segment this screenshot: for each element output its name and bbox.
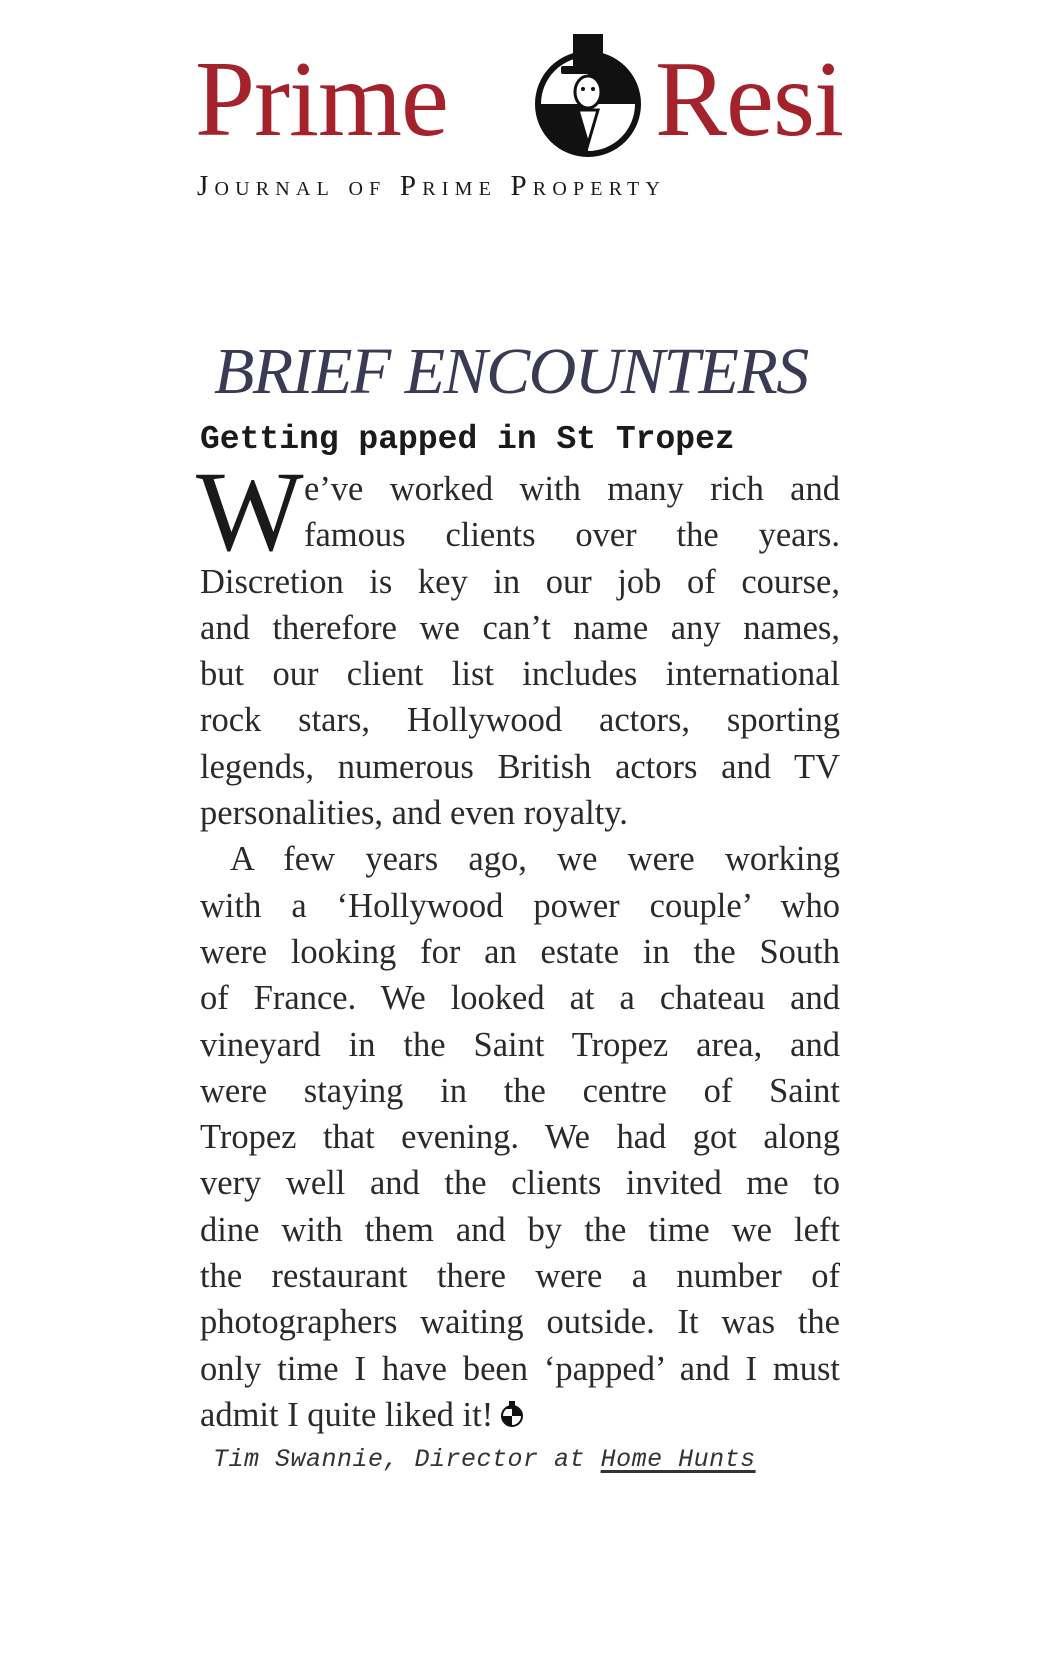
paragraph-line: but our client list includes international: [200, 655, 840, 694]
paragraph-line: with a ‘Hollywood power couple’ who: [200, 886, 840, 925]
paragraph-line: photographers waiting outside. It was the: [200, 1303, 840, 1342]
paragraph-line: dine with them and by the time we left: [200, 1210, 840, 1249]
section-heading: BRIEF ENCOUNTERS: [214, 335, 808, 408]
top-hat-gentleman-emblem-icon: [523, 32, 653, 162]
paragraph-1: [196, 448, 840, 836]
paragraph-2: [200, 836, 840, 1438]
emblem-end-mark-icon: [499, 1401, 525, 1429]
paragraph-line: of France. We looked at a chateau and: [200, 979, 840, 1018]
brand-logo: [195, 32, 875, 162]
paragraph-line: were staying in the centre of Saint: [200, 1071, 840, 1110]
paragraph-line: vineyard in the Saint Tropez area, and: [200, 1025, 840, 1064]
masthead: [195, 32, 875, 207]
paragraph-line: legends, numerous British actors and TV: [200, 747, 840, 786]
paragraph-line: Discretion is key in our job of course,: [200, 562, 840, 601]
paragraph-line: famous clients over the years.: [304, 516, 840, 555]
paragraph-line-text: admit I quite liked it!: [200, 1395, 494, 1434]
paragraph-line: personalities, and even royalty.: [200, 794, 628, 833]
paragraph-line: only time I have been ‘papped’ and I must: [200, 1349, 840, 1388]
article-headline: Getting papped in St Tropez: [200, 421, 735, 458]
paragraph-line: Tropez that evening. We had got along: [200, 1118, 840, 1157]
byline: [213, 1445, 756, 1474]
company-link[interactable]: Home Hunts: [600, 1445, 756, 1474]
drop-cap: W: [196, 448, 304, 575]
paragraph-line: the restaurant there were a number of: [200, 1257, 840, 1296]
byline-author: Tim Swannie, Director at: [213, 1445, 601, 1474]
paragraph-line: A few years ago, we were working: [230, 840, 840, 879]
brand-word-right: Resi: [655, 40, 844, 159]
paragraph-line: and therefore we can’t name any names,: [200, 608, 840, 647]
paragraph-line: rock stars, Hollywood actors, sporting: [200, 701, 840, 740]
paragraph-line-last: [200, 1392, 840, 1438]
paragraph-line: very well and the clients invited me to: [200, 1164, 840, 1203]
brand-word-left: Prime: [195, 40, 448, 159]
tagline: Journal of Prime Property: [197, 170, 667, 202]
paragraph-line: e’ve worked with many rich and: [304, 470, 840, 508]
paragraph-line: were looking for an estate in the South: [200, 932, 840, 971]
article: [196, 418, 840, 1438]
